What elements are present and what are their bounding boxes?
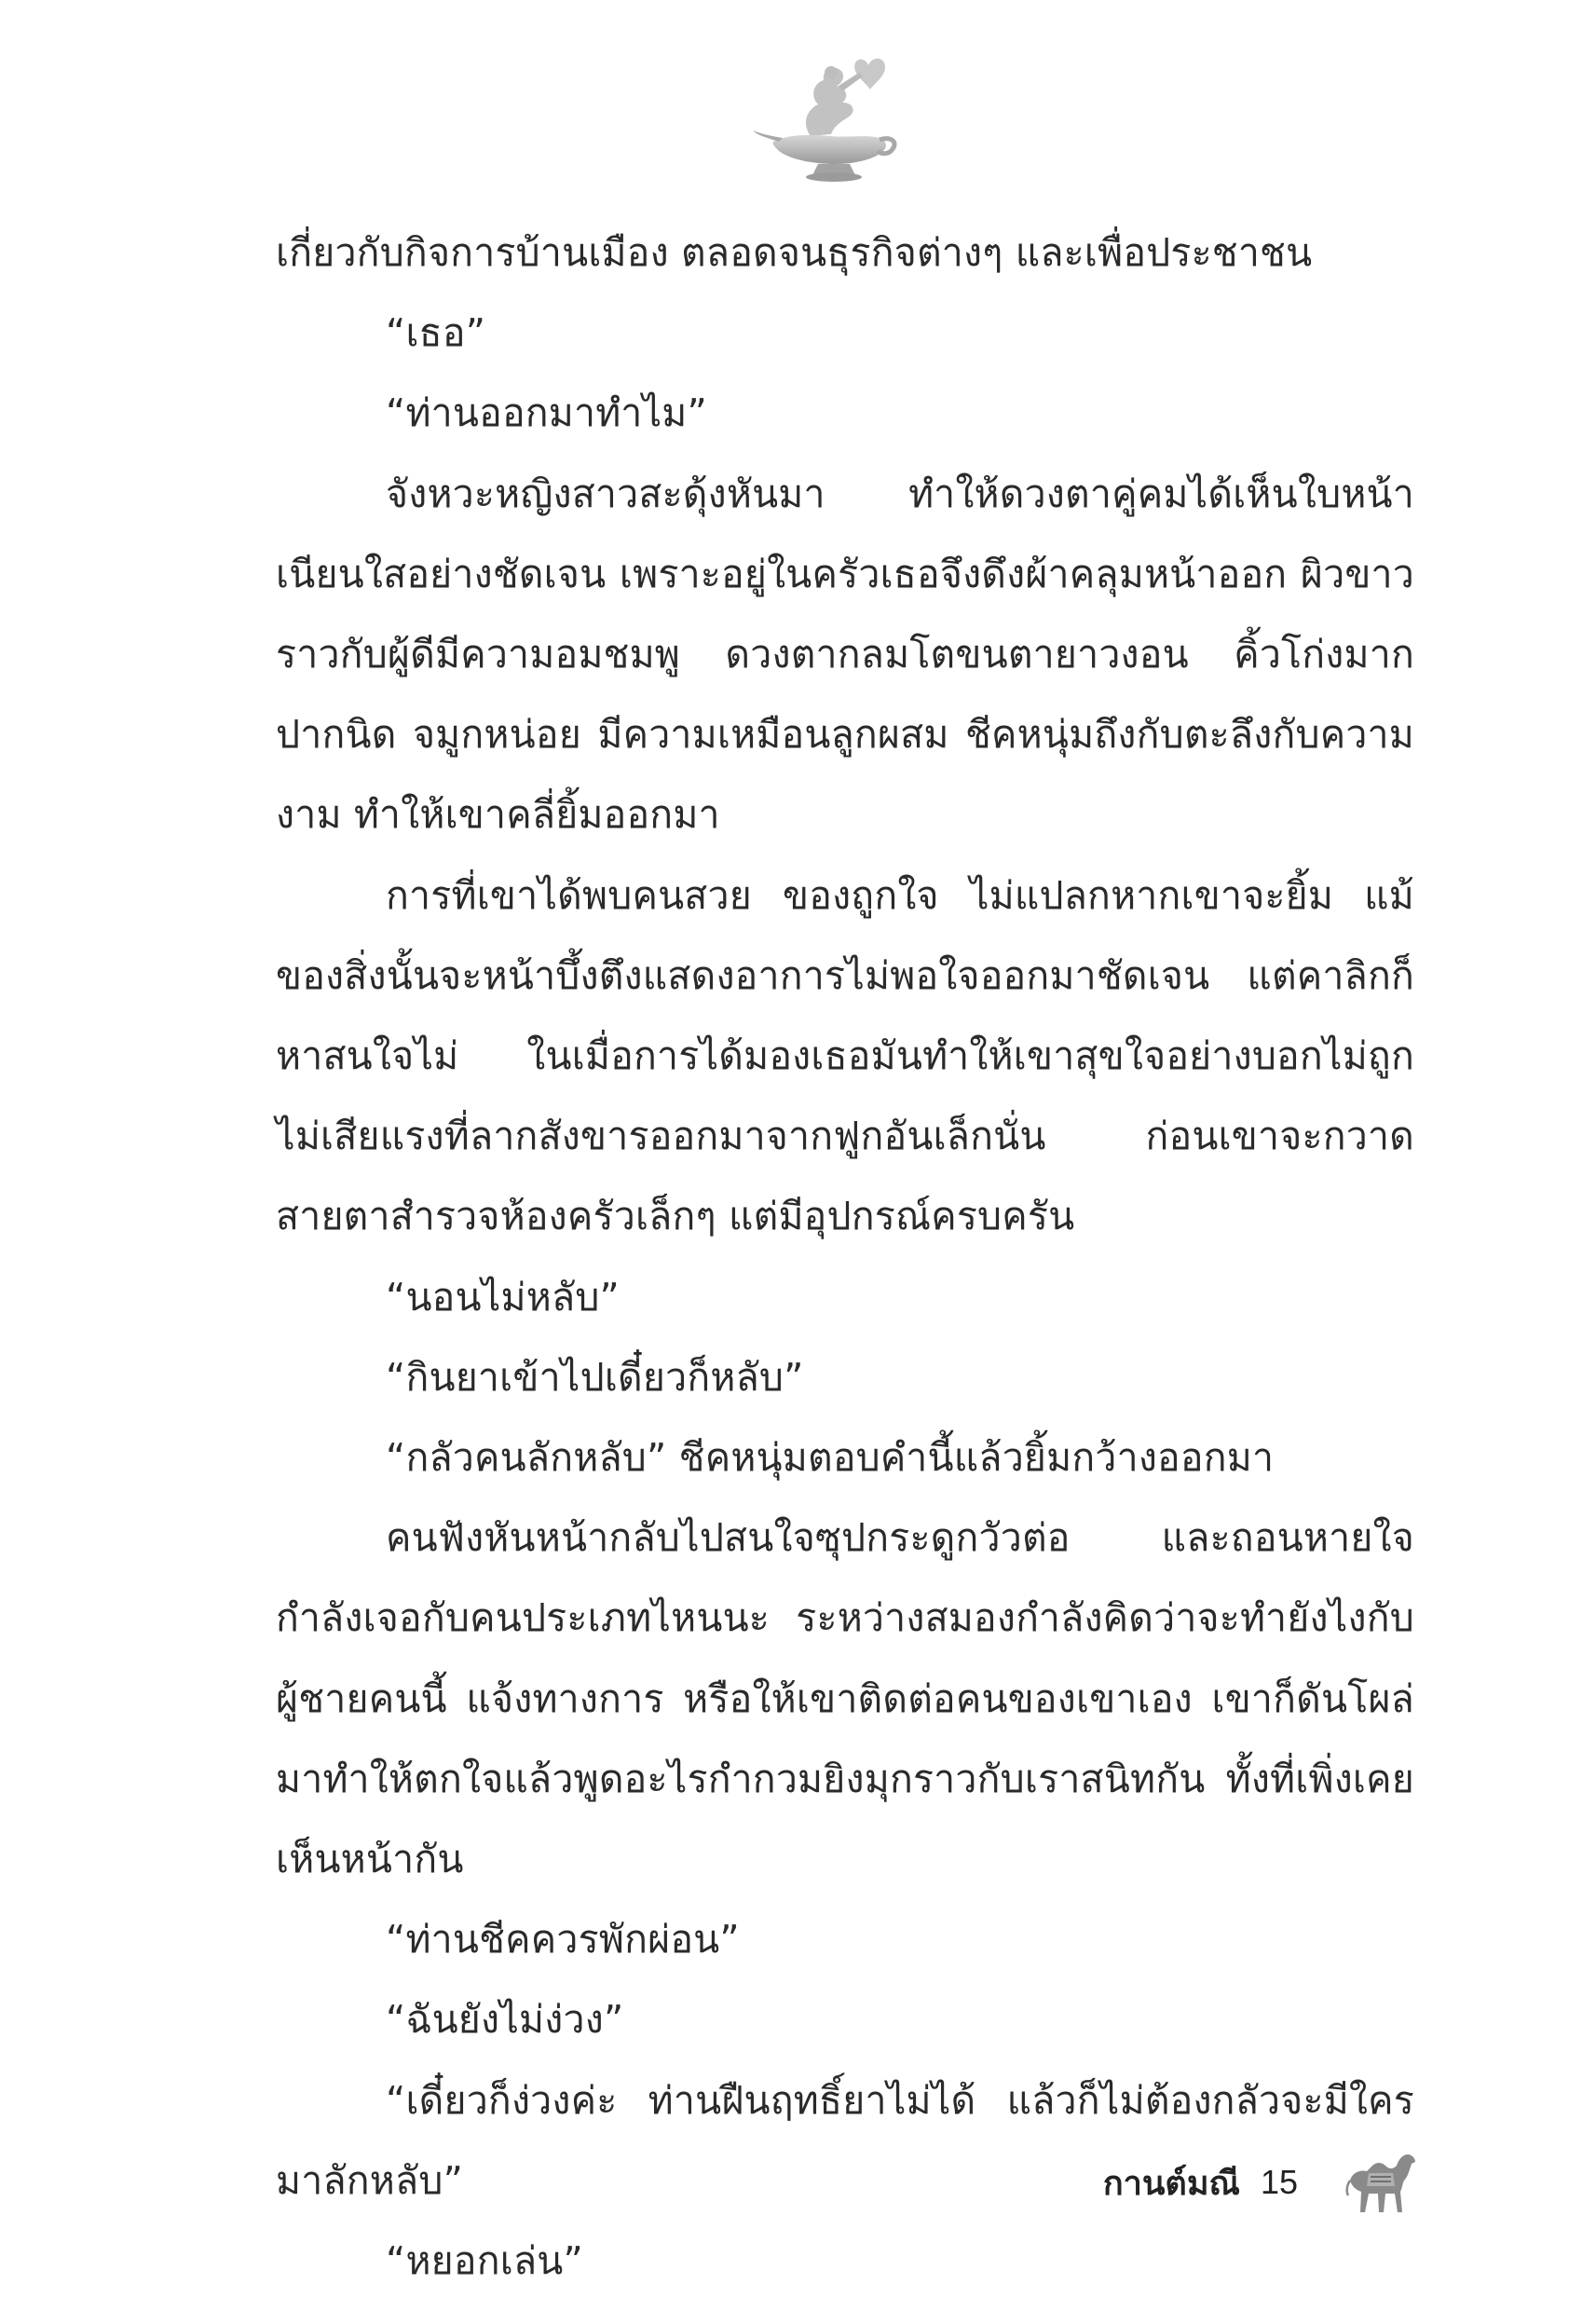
camel-icon (1344, 2149, 1421, 2216)
paragraph: คนฟังหันหน้ากลับไปสนใจซุปกระดูกวัวต่อ และถอนหายใจกำลังเจอกับคนประเภทไหนนะ ระหว่างสมองกำลังคิดว่าจะทำยังไงกับผู้ชายคนนี้ แจ้งทางการ หรือให้เขาติดต่อคนของเขาเอง เขาก็ดันโผล่มาทำให้ตกใจแล้วพูดอะไรกำกวมยิงมุกราวกับเราสนิทกัน ทั้งที่เพิ่งเคยเห็นหน้ากัน (276, 1515, 1414, 1882)
paragraph: “ท่านออกมาทำไม” (386, 390, 707, 436)
paragraph: “กินยาเข้าไปเดี๋ยวก็หลับ” (386, 1354, 804, 1400)
paragraph: “หยอกเล่น” (386, 2238, 583, 2284)
body-text (276, 212, 1414, 2301)
running-title: กานต์มณี (1102, 2164, 1240, 2203)
page-number: 15 (1260, 2163, 1298, 2201)
genie-lamp-icon (745, 45, 913, 185)
paragraph: “ท่านชีคควรพักผ่อน” (386, 1917, 740, 1962)
paragraph: การที่เขาได้พบคนสวย ของถูกใจ ไม่แปลกหากเขาจะยิ้ม แม้ของสิ่งนั้นจะหน้าบึ้งตึงแสดงอาการไม่พอใจออกมาชัดเจน แต่คาลิกก็หาสนใจไม่ ในเมื่อการได้มองเธอมันทำให้เขาสุขใจอย่างบอกไม่ถูก ไม่เสียแรงที่ลากสังขารออกมาจากฟูกอันเล็กนั่น ก่อนเขาจะกวาดสายตาสำรวจห้องครัวเล็กๆ แต่มีอุปกรณ์ครบครัน (276, 872, 1414, 1239)
paragraph: “ฉันยังไม่ง่วง” (386, 1997, 624, 2043)
page-footer (1103, 2145, 1421, 2220)
paragraph: “เดี๋ยวก็ง่วงค่ะ ท่านฝืนฤทธิ์ยาไม่ได้ แล้วก็ไม่ต้องกลัวจะมีใครมาลักหลับ” (276, 2077, 1414, 2203)
paragraph: จังหวะหญิงสาวสะดุ้งหันมา ทำให้ดวงตาคู่คมได้เห็นใบหน้าเนียนใสอย่างชัดเจน เพราะอยู่ในครัวเธอจึงดึงผ้าคลุมหน้าออก ผิวขาวราวกับผู้ดีมีความอมชมพู ดวงตากลมโตขนตายาวงอน คิ้วโก่งมากปากนิด จมูกหน่อย มีความเหมือนลูกผสม ชีคหนุ่มถึงกับตะลึงกับความงาม ทำให้เขาคลี่ยิ้มออกมา (276, 471, 1414, 838)
paragraph: “เธอ” (386, 310, 486, 356)
paragraph: “กลัวคนลักหลับ” ชีคหนุ่มตอบคำนี้แล้วยิ้มกว้างออกมา (386, 1435, 1275, 1481)
paragraph: “นอนไม่หลับ” (386, 1274, 620, 1320)
paragraph: เกี่ยวกับกิจการบ้านเมือง ตลอดจนธุรกิจต่างๆ และเพื่อประชาชน (276, 230, 1313, 275)
